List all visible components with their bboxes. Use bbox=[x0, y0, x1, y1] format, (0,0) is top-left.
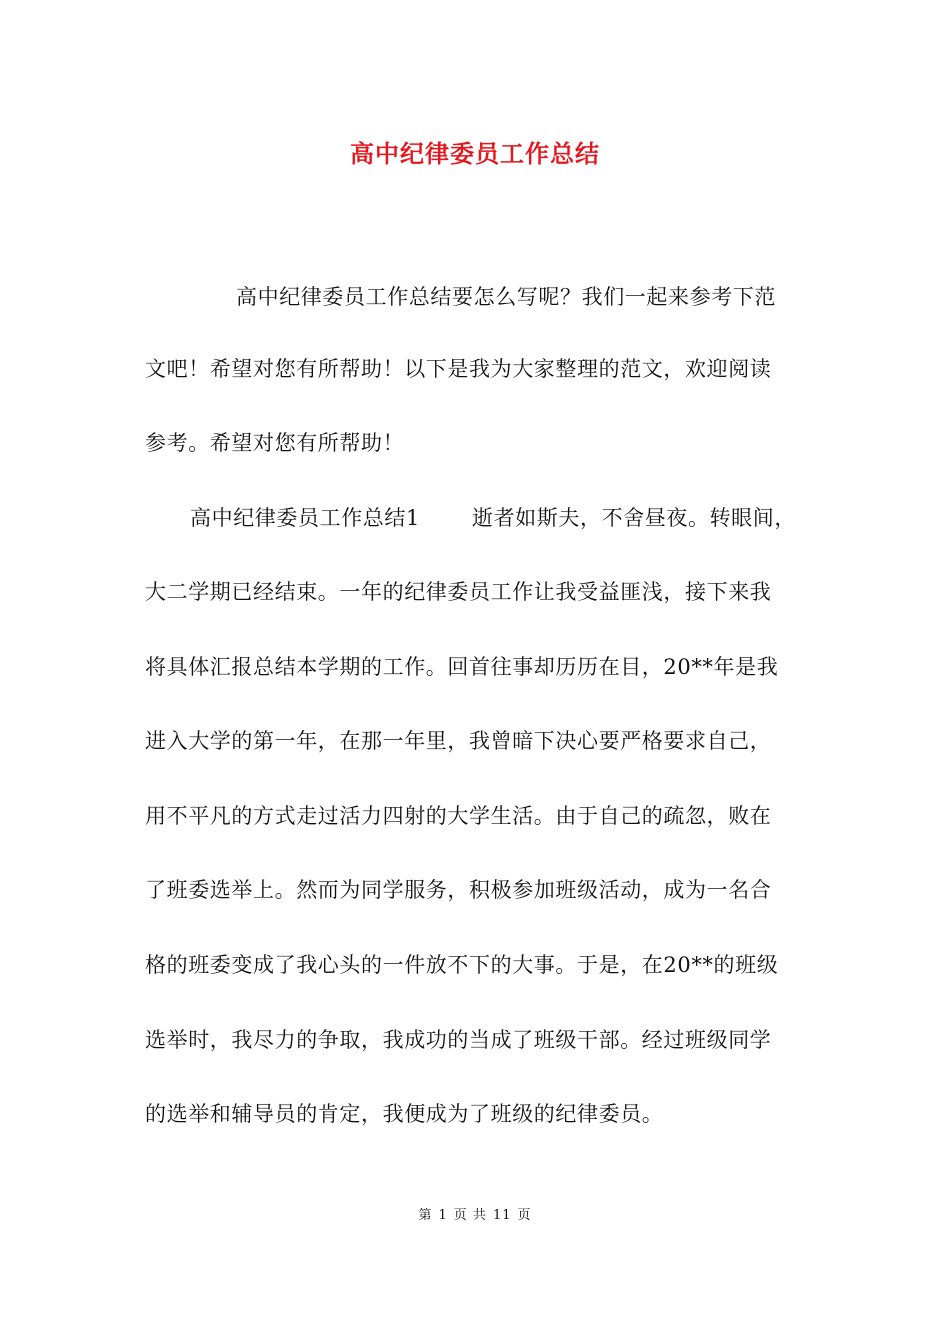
footer-prefix: 第 bbox=[418, 1208, 433, 1223]
paragraph-line: 选举时，我尽力的争取，我成功的当成了班级干部。经过班级同学 bbox=[145, 1028, 772, 1052]
footer-total-pages: 11 bbox=[492, 1208, 512, 1223]
footer-middle: 页 共 bbox=[453, 1208, 487, 1223]
paragraph-line: 将具体汇报总结本学期的工作。回首往事却历历在目，20**年是我 bbox=[145, 655, 779, 679]
paragraph-line: 用不平凡的方式走过活力四射的大学生活。由于自己的疏忽，败在 bbox=[145, 804, 772, 828]
paragraph-line: 的选举和辅导员的肯定，我便成为了班级的纪律委员。 bbox=[145, 1102, 664, 1126]
paragraph-line: 参考。希望对您有所帮助！ bbox=[145, 431, 405, 455]
paragraph-line: 大二学期已经结束。一年的纪律委员工作让我受益匪浅，接下来我 bbox=[145, 580, 772, 604]
paragraph-text: 逝者如斯夫，不舍昼夜。转眼间， bbox=[471, 506, 796, 530]
paragraph-line bbox=[145, 502, 796, 534]
document-title: 高中纪律委员工作总结 bbox=[350, 139, 600, 168]
paragraph-line: 高中纪律委员工作总结要怎么写呢？我们一起来参考下范 bbox=[236, 285, 776, 309]
paragraph-line: 格的班委变成了我心头的一件放不下的大事。于是，在20**的班级 bbox=[145, 953, 779, 977]
page-footer bbox=[0, 1206, 950, 1226]
footer-page-number: 1 bbox=[438, 1208, 448, 1223]
footer-suffix: 页 bbox=[517, 1208, 532, 1223]
paragraph-line: 文吧！希望对您有所帮助！以下是我为大家整理的范文，欢迎阅读 bbox=[145, 357, 772, 381]
paragraph-line: 进入大学的第一年，在那一年里，我曾暗下决心要严格要求自己， bbox=[145, 729, 772, 753]
section-heading: 高中纪律委员工作总结1 bbox=[190, 506, 420, 530]
paragraph-line: 了班委选举上。然而为同学服务，积极参加班级活动，成为一名合 bbox=[145, 878, 772, 902]
